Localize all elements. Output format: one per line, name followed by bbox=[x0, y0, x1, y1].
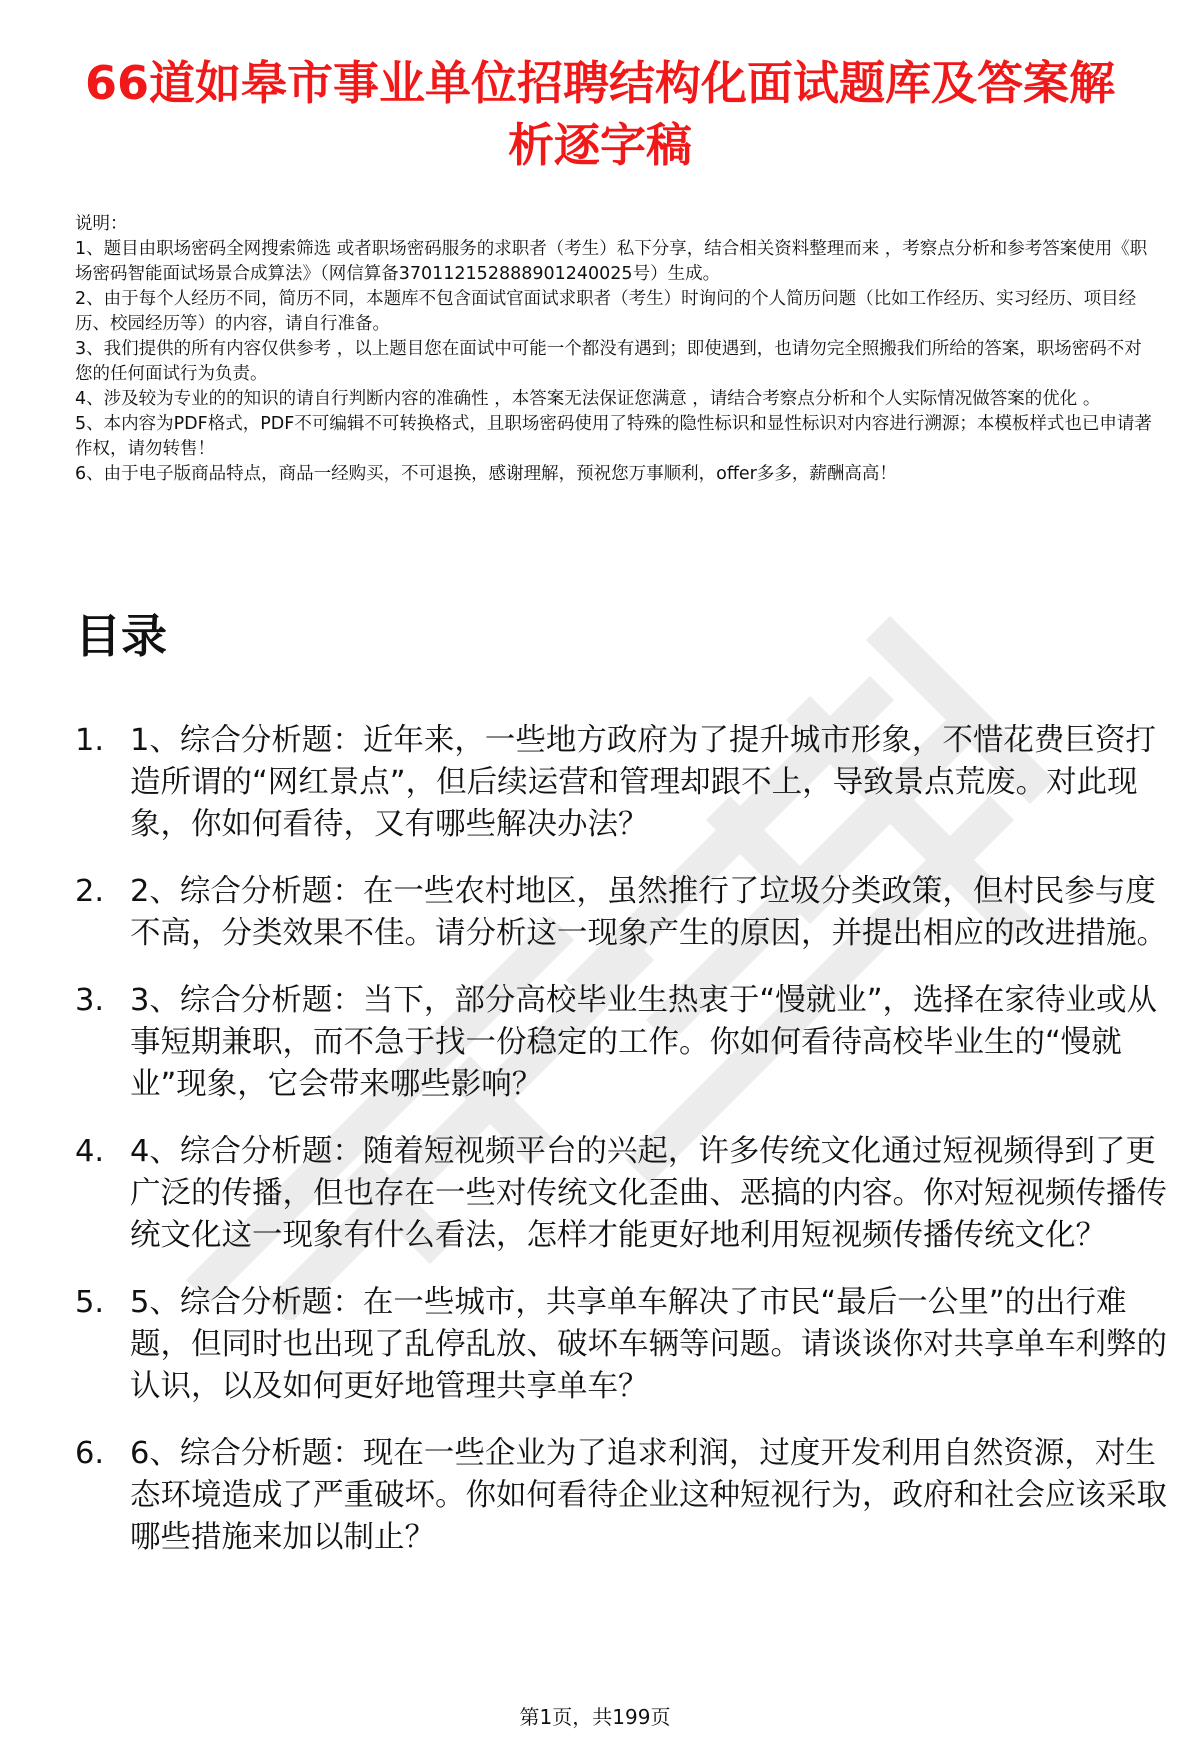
instruction-item: 2、由于每个人经历不同，简历不同，本题库不包含面试官面试求职者（考生）时询问的个人简历问题（比如工作经历、实习经历、项目经历、校园经历等）的内容，请自行准备。 bbox=[75, 289, 1137, 334]
toc-item-number: 3. bbox=[75, 983, 105, 1018]
toc-item-number: 6. bbox=[75, 1436, 105, 1471]
toc-item-text[interactable]: 2、综合分析题：在一些农村地区，虽然推行了垃圾分类政策，但村民参与度不高，分类效果不佳。请分析这一现象产生的原因，并提出相应的改进措施。 bbox=[130, 874, 1167, 951]
table-of-contents bbox=[75, 720, 1175, 1584]
toc-item-number: 4. bbox=[75, 1134, 105, 1169]
instructions-heading: 说明： bbox=[75, 214, 128, 234]
toc-item-text[interactable]: 3、综合分析题：当下，部分高校毕业生热衷于“慢就业”，选择在家待业或从事短期兼职，而不急于找一份稳定的工作。你如何看待高校毕业生的“慢就业”现象，它会带来哪些影响？ bbox=[130, 983, 1158, 1102]
toc-item-text[interactable]: 4、综合分析题：随着短视频平台的兴起，许多传统文化通过短视频得到了更广泛的传播，但也存在一些对传统文化歪曲、恶搞的内容。你对短视频传播传统文化这一现象有什么看法，怎样才能更好地利用短视频传播传统文化？ bbox=[130, 1134, 1167, 1253]
toc-item[interactable] bbox=[75, 1282, 1175, 1408]
toc-item-text[interactable]: 6、综合分析题：现在一些企业为了追求利润，过度开发利用自然资源，对生态环境造成了严重破坏。你如何看待企业这种短视行为，政府和社会应该采取哪些措施来加以制止？ bbox=[130, 1436, 1167, 1555]
toc-item-number: 2. bbox=[75, 874, 105, 909]
document-title: 66道如皋市事业单位招聘结构化面试题库及答案解析逐字稿 bbox=[84, 56, 1115, 172]
page-number: 第1页，共199页 bbox=[519, 1705, 671, 1729]
toc-item[interactable] bbox=[75, 1433, 1175, 1559]
instructions-block bbox=[75, 212, 1155, 487]
instruction-item: 4、涉及较为专业的的知识的请自行判断内容的准确性 ，本答案无法保证您满意 ，请结合考察点分析和个人实际情况做答案的优化 。 bbox=[75, 389, 1101, 409]
instruction-item: 1、题目由职场密码全网搜索筛选 或者职场密码服务的求职者（考生）私下分享，结合相关资料整理而来 ，考察点分析和参考答案使用《职场密码智能面试场景合成算法》（网信算备370112152888901240025号）生成。 bbox=[75, 239, 1148, 284]
toc-item-text[interactable]: 1、综合分析题：近年来，一些地方政府为了提升城市形象，不惜花费巨资打造所谓的“网红景点”，但后续运营和管理却跟不上，导致景点荒废。对此现象，你如何看待，又有哪些解决办法？ bbox=[130, 723, 1156, 842]
toc-item[interactable] bbox=[75, 871, 1175, 955]
toc-item-number: 1. bbox=[75, 723, 105, 758]
toc-item[interactable] bbox=[75, 1131, 1175, 1257]
instruction-item: 5、本内容为PDF格式，PDF不可编辑不可转换格式，且职场密码使用了特殊的隐性标识和显性标识对内容进行溯源；本模板样式也已申请著作权，请勿转售！ bbox=[75, 414, 1152, 459]
toc-item-text[interactable]: 5、综合分析题：在一些城市，共享单车解决了市民“最后一公里”的出行难题，但同时也出现了乱停乱放、破坏车辆等问题。请谈谈你对共享单车利弊的认识，以及如何更好地管理共享单车？ bbox=[130, 1285, 1167, 1404]
instruction-item: 6、由于电子版商品特点，商品一经购买，不可退换，感谢理解，预祝您万事顺利，offer多多，薪酬高高！ bbox=[75, 464, 897, 484]
toc-heading: 目录 bbox=[75, 609, 167, 663]
toc-item-number: 5. bbox=[75, 1285, 105, 1320]
toc-item[interactable] bbox=[75, 980, 1175, 1106]
toc-item[interactable] bbox=[75, 720, 1175, 846]
instruction-item: 3、我们提供的所有内容仅供参考 ，以上题目您在面试中可能一个都没有遇到；即使遇到，也请勿完全照搬我们所给的答案，职场密码不对您的任何面试行为负责。 bbox=[75, 339, 1142, 384]
